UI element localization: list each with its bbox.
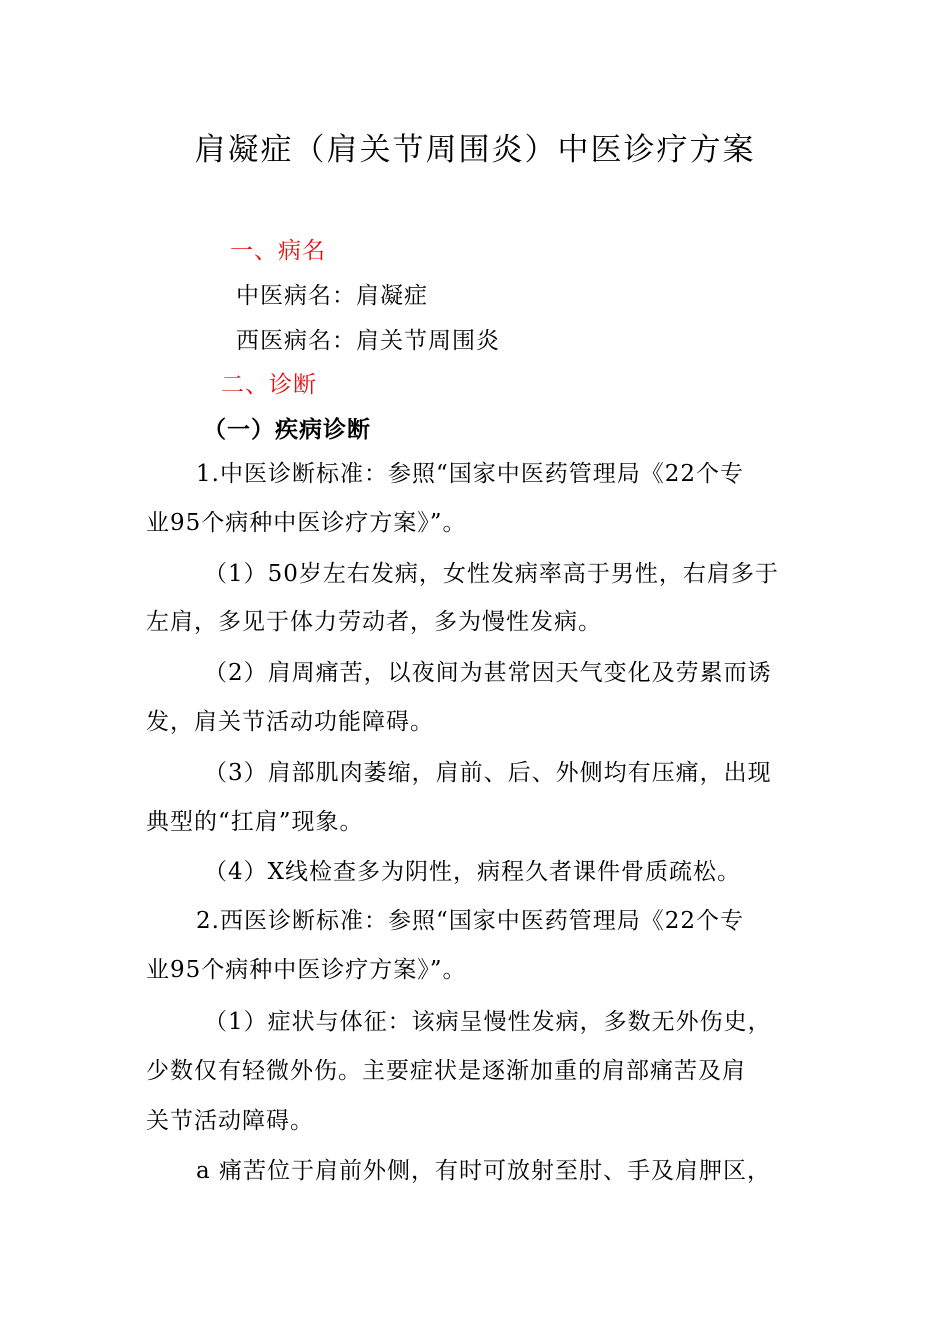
western-criterion-1-line-1: （1）症状与体征：该病呈慢性发病，多数无外伤史， (204, 1009, 772, 1035)
western-disease-name: 西医病名：肩关节周围炎 (236, 328, 500, 354)
document-title: 肩凝症（肩关节周围炎）中医诊疗方案 (194, 132, 756, 168)
criterion-2-line-1: （2）肩周痛苦，以夜间为甚常因天气变化及劳累而诱 (204, 660, 772, 686)
tcm-standard-line-2: 业95个病种中医诊疗方案》”。 (146, 510, 467, 536)
criterion-3-line-2: 典型的“扛肩”现象。 (146, 809, 364, 835)
western-standard-line-1: 2.西医诊断标准：参照“国家中医药管理局《22个专 (196, 908, 744, 934)
criterion-2-line-2: 发，肩关节活动功能障碍。 (146, 709, 434, 735)
tcm-disease-name: 中医病名：肩凝症 (236, 283, 428, 309)
western-standard-line-2: 业95个病种中医诊疗方案》”。 (146, 957, 467, 983)
criterion-1-line-2: 左肩，多见于体力劳动者，多为慢性发病。 (146, 609, 602, 635)
criterion-4: （4）X线检查多为阴性，病程久者课件骨质疏松。 (204, 859, 742, 885)
subsection-heading-disease-diagnosis: （一）疾病诊断 (203, 416, 371, 443)
criterion-3-line-1: （3）肩部肌肉萎缩，肩前、后、外侧均有压痛，出现 (204, 760, 772, 786)
western-criterion-1-line-3: 关节活动障碍。 (146, 1108, 314, 1134)
section-heading-disease-name: 一、病名 (230, 238, 326, 264)
criterion-1-line-1: （1）50岁左右发病，女性发病率高于男性，右肩多于 (204, 561, 779, 587)
western-criterion-a: a 痛苦位于肩前外侧，有时可放射至肘、手及肩胛区， (196, 1158, 772, 1184)
section-heading-diagnosis: 二、诊断 (221, 372, 317, 398)
western-criterion-1-line-2: 少数仅有轻微外伤。主要症状是逐渐加重的肩部痛苦及肩 (146, 1058, 746, 1084)
tcm-standard-line-1: 1.中医诊断标准：参照“国家中医药管理局《22个专 (196, 461, 744, 487)
